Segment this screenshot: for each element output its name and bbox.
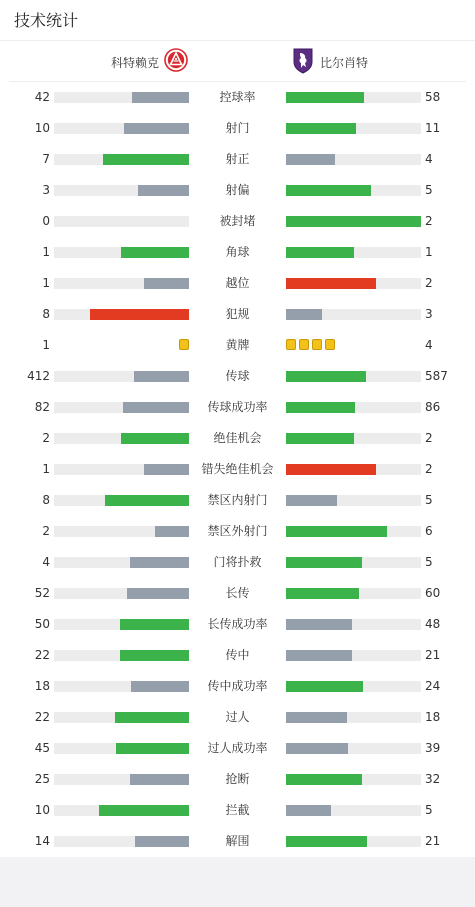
away-bar-fill bbox=[286, 588, 359, 599]
stat-label: 传球成功率 bbox=[207, 399, 268, 414]
away-stat-value: 2 bbox=[425, 430, 433, 445]
home-bar-fill bbox=[120, 650, 189, 661]
home-bar-fill bbox=[138, 185, 189, 196]
home-bar-fill bbox=[130, 774, 189, 785]
away-bar-track bbox=[286, 371, 421, 382]
away-bar-track bbox=[286, 278, 421, 289]
away-bar-track bbox=[286, 247, 421, 258]
home-bar-track bbox=[54, 743, 189, 754]
home-bar-track bbox=[54, 123, 189, 134]
away-bar-fill bbox=[286, 278, 376, 289]
stat-row bbox=[0, 237, 475, 268]
stat-row bbox=[0, 206, 475, 237]
home-bar-track bbox=[54, 371, 189, 382]
yellow-card-icon bbox=[312, 339, 322, 350]
home-bar-fill bbox=[155, 526, 189, 537]
away-bar-fill bbox=[286, 526, 387, 537]
away-stat-value: 18 bbox=[425, 709, 441, 724]
away-bar-fill bbox=[286, 123, 356, 134]
home-bar-track bbox=[54, 588, 189, 599]
home-bar-track bbox=[54, 681, 189, 692]
home-bar-fill bbox=[144, 464, 189, 475]
away-yellow-cards bbox=[286, 339, 335, 352]
away-bar-track bbox=[286, 216, 421, 227]
away-stat-value: 39 bbox=[425, 740, 441, 755]
home-bar-fill bbox=[99, 805, 189, 816]
away-bar-track bbox=[286, 309, 421, 320]
home-bar-track bbox=[54, 216, 189, 227]
away-bar-track bbox=[286, 526, 421, 537]
home-yellow-cards bbox=[179, 339, 189, 352]
yellow-card-icon bbox=[286, 339, 296, 350]
stat-row bbox=[0, 268, 475, 299]
away-bar-fill bbox=[286, 495, 337, 506]
stat-row bbox=[0, 175, 475, 206]
home-bar-track bbox=[54, 557, 189, 568]
stat-label: 传中成功率 bbox=[207, 678, 268, 693]
away-stat-value: 60 bbox=[425, 585, 441, 600]
away-bar-fill bbox=[286, 619, 352, 630]
away-bar-track bbox=[286, 402, 421, 413]
away-bar-fill bbox=[286, 433, 354, 444]
away-bar-fill bbox=[286, 805, 331, 816]
home-bar-fill bbox=[121, 433, 189, 444]
home-bar-track bbox=[54, 464, 189, 475]
stat-row bbox=[0, 640, 475, 671]
stat-row bbox=[0, 454, 475, 485]
stat-label: 长传成功率 bbox=[207, 616, 268, 631]
home-bar-fill bbox=[144, 278, 189, 289]
away-bar-fill bbox=[286, 712, 347, 723]
home-stat-value: 82 bbox=[34, 399, 50, 414]
stat-label: 拦截 bbox=[225, 802, 250, 817]
away-stat-value: 32 bbox=[425, 771, 441, 786]
teams-header bbox=[0, 41, 475, 81]
away-bar-track bbox=[286, 743, 421, 754]
away-bar-fill bbox=[286, 774, 362, 785]
yellow-card-icon bbox=[299, 339, 309, 350]
away-stat-value: 2 bbox=[425, 461, 433, 476]
away-stat-value: 2 bbox=[425, 213, 433, 228]
away-stat-value: 4 bbox=[425, 337, 433, 352]
away-bar-fill bbox=[286, 464, 376, 475]
stat-row bbox=[0, 361, 475, 392]
home-stat-value: 1 bbox=[42, 337, 50, 352]
stat-label: 错失绝佳机会 bbox=[201, 461, 274, 476]
home-bar-track bbox=[54, 185, 189, 196]
home-bar-fill bbox=[134, 371, 189, 382]
away-bar-fill bbox=[286, 402, 355, 413]
stat-row bbox=[0, 299, 475, 330]
away-stat-value: 1 bbox=[425, 244, 433, 259]
home-bar-fill bbox=[115, 712, 189, 723]
home-bar-track bbox=[54, 433, 189, 444]
away-stat-value: 48 bbox=[425, 616, 441, 631]
home-bar-track bbox=[54, 495, 189, 506]
home-bar-fill bbox=[123, 402, 189, 413]
home-stat-value: 2 bbox=[42, 430, 50, 445]
stat-row bbox=[0, 113, 475, 144]
away-stat-value: 21 bbox=[425, 833, 441, 848]
home-stat-value: 52 bbox=[34, 585, 50, 600]
away-bar-track bbox=[286, 681, 421, 692]
home-stat-value: 10 bbox=[34, 120, 50, 135]
stat-row bbox=[0, 795, 475, 826]
home-stat-value: 8 bbox=[42, 306, 50, 321]
stat-label: 黄牌 bbox=[225, 337, 250, 352]
away-stat-value: 6 bbox=[425, 523, 433, 538]
home-bar-fill bbox=[121, 247, 189, 258]
home-bar-fill bbox=[130, 557, 189, 568]
away-stat-value: 5 bbox=[425, 802, 433, 817]
away-bar-fill bbox=[286, 154, 335, 165]
stat-label: 绝佳机会 bbox=[213, 430, 262, 445]
home-bar-fill bbox=[90, 309, 189, 320]
away-bar-track bbox=[286, 557, 421, 568]
away-bar-fill bbox=[286, 371, 366, 382]
stat-row bbox=[0, 826, 475, 857]
home-stat-value: 22 bbox=[34, 647, 50, 662]
away-bar-fill bbox=[286, 836, 367, 847]
away-bar-track bbox=[286, 712, 421, 723]
home-stat-value: 1 bbox=[42, 275, 50, 290]
stat-row bbox=[0, 764, 475, 795]
home-bar-track bbox=[54, 309, 189, 320]
home-stat-value: 42 bbox=[34, 89, 50, 104]
beerschot-crest-icon bbox=[292, 47, 314, 78]
stat-row bbox=[0, 609, 475, 640]
away-stat-value: 5 bbox=[425, 492, 433, 507]
home-bar-track bbox=[54, 402, 189, 413]
stat-label: 过人成功率 bbox=[207, 740, 268, 755]
home-team-name: 科特赖克 bbox=[110, 55, 159, 70]
stat-label: 门将扑救 bbox=[213, 554, 262, 569]
stat-row bbox=[0, 423, 475, 454]
home-bar-track bbox=[54, 247, 189, 258]
home-bar-fill bbox=[105, 495, 189, 506]
stat-label: 被封堵 bbox=[219, 213, 256, 228]
home-team[interactable] bbox=[111, 50, 188, 74]
away-stat-value: 24 bbox=[425, 678, 441, 693]
away-stat-value: 2 bbox=[425, 275, 433, 290]
home-bar-track bbox=[54, 805, 189, 816]
home-stat-value: 18 bbox=[34, 678, 50, 693]
home-stat-value: 8 bbox=[42, 492, 50, 507]
away-bar-track bbox=[286, 774, 421, 785]
home-stat-value: 22 bbox=[34, 709, 50, 724]
yellow-card-icon bbox=[179, 339, 189, 350]
home-bar-fill bbox=[124, 123, 189, 134]
home-bar-fill bbox=[120, 619, 189, 630]
away-bar-track bbox=[286, 805, 421, 816]
away-stat-value: 21 bbox=[425, 647, 441, 662]
away-bar-fill bbox=[286, 92, 364, 103]
home-bar-track bbox=[54, 154, 189, 165]
home-stat-value: 1 bbox=[42, 461, 50, 476]
stat-row bbox=[0, 144, 475, 175]
stat-label: 禁区外射门 bbox=[207, 523, 268, 538]
home-stat-value: 10 bbox=[34, 802, 50, 817]
away-bar-fill bbox=[286, 309, 322, 320]
kortrijk-crest-icon bbox=[164, 48, 188, 76]
away-bar-fill bbox=[286, 650, 352, 661]
home-stat-value: 0 bbox=[42, 213, 50, 228]
away-stat-value: 4 bbox=[425, 151, 433, 166]
stat-label: 传球 bbox=[225, 368, 250, 383]
away-bar-track bbox=[286, 588, 421, 599]
stat-label: 射偏 bbox=[225, 182, 250, 197]
home-stat-value: 25 bbox=[34, 771, 50, 786]
stat-row bbox=[0, 392, 475, 423]
away-stat-value: 5 bbox=[425, 554, 433, 569]
home-stat-value: 50 bbox=[34, 616, 50, 631]
stat-row bbox=[0, 485, 475, 516]
stat-label: 禁区内射门 bbox=[207, 492, 268, 507]
away-bar-track bbox=[286, 154, 421, 165]
away-bar-fill bbox=[286, 743, 348, 754]
home-bar-fill bbox=[132, 92, 189, 103]
stat-label: 犯规 bbox=[225, 306, 250, 321]
home-bar-track bbox=[54, 712, 189, 723]
stat-label: 抢断 bbox=[225, 771, 250, 786]
away-stat-value: 5 bbox=[425, 182, 433, 197]
away-team-name: 比尔肖特 bbox=[320, 55, 369, 70]
home-bar-track bbox=[54, 278, 189, 289]
stat-label: 解围 bbox=[225, 833, 250, 848]
stat-row bbox=[0, 733, 475, 764]
away-bar-track bbox=[286, 464, 421, 475]
home-bar-fill bbox=[116, 743, 189, 754]
home-bar-track bbox=[54, 650, 189, 661]
away-team[interactable] bbox=[292, 48, 368, 76]
home-stat-value: 412 bbox=[27, 368, 50, 383]
yellow-card-icon bbox=[325, 339, 335, 350]
stat-label: 角球 bbox=[225, 244, 250, 259]
away-bar-fill bbox=[286, 185, 371, 196]
stat-label: 射正 bbox=[225, 151, 250, 166]
away-stat-value: 58 bbox=[425, 89, 441, 104]
home-stat-value: 45 bbox=[34, 740, 50, 755]
stat-row bbox=[0, 702, 475, 733]
stat-row bbox=[0, 671, 475, 702]
stat-label: 射门 bbox=[225, 120, 250, 135]
away-bar-track bbox=[286, 619, 421, 630]
stat-row bbox=[0, 82, 475, 113]
page-title: 技术统计 bbox=[14, 11, 79, 30]
home-bar-track bbox=[54, 526, 189, 537]
away-bar-track bbox=[286, 495, 421, 506]
stat-label: 过人 bbox=[225, 709, 250, 724]
home-stat-value: 1 bbox=[42, 244, 50, 259]
stat-row bbox=[0, 547, 475, 578]
away-bar-track bbox=[286, 836, 421, 847]
away-stat-value: 587 bbox=[425, 368, 448, 383]
away-bar-track bbox=[286, 92, 421, 103]
home-stat-value: 7 bbox=[42, 151, 50, 166]
stat-row bbox=[0, 516, 475, 547]
away-bar-fill bbox=[286, 216, 421, 227]
home-stat-value: 2 bbox=[42, 523, 50, 538]
stat-row bbox=[0, 578, 475, 609]
home-bar-track bbox=[54, 92, 189, 103]
away-bar-fill bbox=[286, 681, 363, 692]
home-stat-value: 4 bbox=[42, 554, 50, 569]
away-bar-fill bbox=[286, 247, 354, 258]
stat-label: 控球率 bbox=[219, 89, 256, 104]
stat-label: 长传 bbox=[225, 585, 250, 600]
home-stat-value: 14 bbox=[34, 833, 50, 848]
away-stat-value: 3 bbox=[425, 306, 433, 321]
away-bar-track bbox=[286, 433, 421, 444]
home-bar-track bbox=[54, 774, 189, 785]
home-bar-track bbox=[54, 836, 189, 847]
away-bar-track bbox=[286, 185, 421, 196]
away-stat-value: 86 bbox=[425, 399, 441, 414]
away-bar-track bbox=[286, 123, 421, 134]
home-bar-track bbox=[54, 619, 189, 630]
stat-row bbox=[0, 330, 475, 361]
away-bar-fill bbox=[286, 557, 362, 568]
home-bar-fill bbox=[103, 154, 189, 165]
home-stat-value: 3 bbox=[42, 182, 50, 197]
home-bar-fill bbox=[127, 588, 189, 599]
home-bar-fill bbox=[131, 681, 189, 692]
away-bar-track bbox=[286, 650, 421, 661]
away-stat-value: 11 bbox=[425, 120, 441, 135]
home-bar-fill bbox=[135, 836, 189, 847]
stat-label: 传中 bbox=[225, 647, 250, 662]
stat-label: 越位 bbox=[225, 275, 250, 290]
